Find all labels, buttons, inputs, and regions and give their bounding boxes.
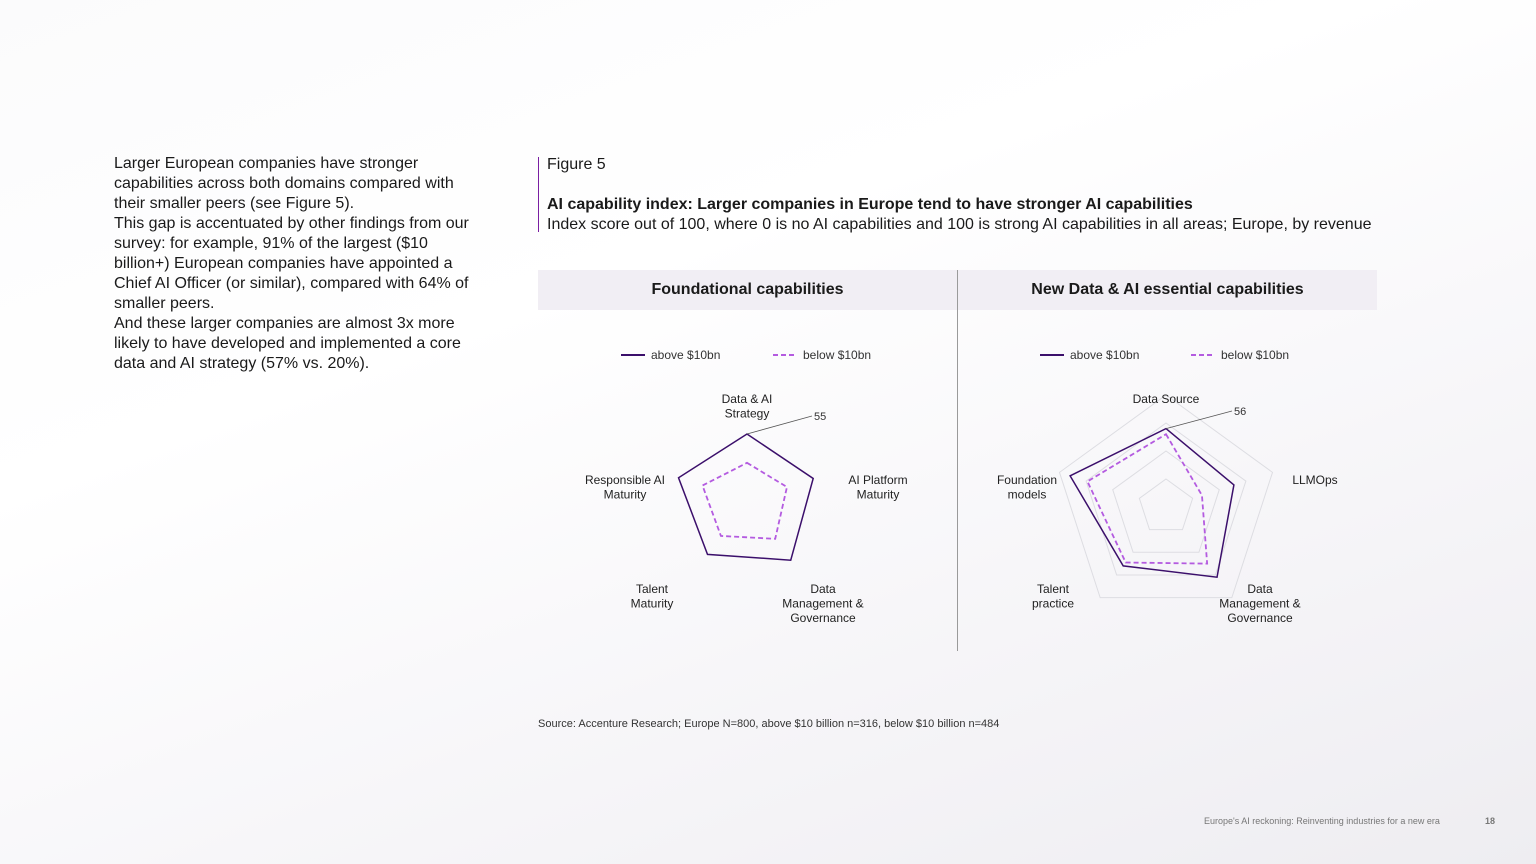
panel-title-foundational: Foundational capabilities: [538, 270, 957, 310]
axis-label-1-2: Data Management & Governance: [1219, 582, 1301, 625]
body-paragraph-3: And these larger companies are almost 3x more likely to have developed and implemented a core data and AI strategy (57% vs. 20%).: [114, 315, 461, 372]
axis-label-0-3: Talent Maturity: [630, 582, 674, 611]
axis-label-1-1: LLMOps: [1292, 473, 1338, 487]
callout-label-0-0: 55: [814, 411, 827, 423]
callout-line-1-0: [1166, 411, 1232, 429]
axis-label-1-3: Talent practice: [1031, 582, 1075, 611]
radar-series-0-1: [702, 463, 786, 539]
figure-subtitle: Index score out of 100, where 0 is no AI capabilities and 100 is strong AI capabilities in all areas; Europe, by revenue: [547, 216, 1372, 233]
legend-label-0-1: below $10bn: [803, 348, 872, 362]
axis-label-0-2: Data Management & Governance: [782, 582, 864, 625]
radar-grid-ring-1-1: [1113, 451, 1220, 552]
radar-series-0-0: [679, 434, 814, 560]
figure-label: Figure 5: [547, 156, 606, 173]
axis-label-0-4: Responsible AI Maturity: [584, 473, 666, 502]
legend-label-1-0: above $10bn: [1070, 348, 1140, 362]
panel-title-new-data-ai: New Data & AI essential capabilities: [958, 270, 1377, 310]
radar-series-1-1: [1087, 434, 1207, 563]
radar-series-1-0: [1070, 429, 1234, 578]
legend-label-1-1: below $10bn: [1221, 348, 1290, 362]
footer-text: Europe's AI reckoning: Reinventing industries for a new era: [1204, 816, 1440, 826]
legend-label-0-0: above $10bn: [651, 348, 721, 362]
figure-source: Source: Accenture Research; Europe N=800, above $10 billion n=316, below $10 billion n=484: [538, 718, 1000, 730]
body-paragraph-2: This gap is accentuated by other findings from our survey: for example, 91% of the largest ($10 billion+) European companies have appointed a Chief AI Officer (or similar), compared with 64% of smaller peers.: [114, 215, 469, 312]
radar-grid-ring-1-0: [1139, 479, 1192, 530]
figure-title: AI capability index: Larger companies in Europe tend to have stronger AI capabilities: [547, 196, 1193, 213]
axis-label-1-0: Data Source: [1132, 392, 1200, 406]
axis-label-1-4: Foundation models: [996, 473, 1058, 502]
callout-label-1-0: 56: [1234, 406, 1247, 418]
page-number: 18: [1485, 816, 1496, 826]
axis-label-0-0: Data & AI Strategy: [721, 392, 773, 421]
body-paragraph-1: Larger European companies have stronger capabilities across both domains compared with their smaller peers (see Figure 5).: [114, 155, 454, 212]
axis-label-0-1: AI Platform Maturity: [848, 473, 908, 502]
